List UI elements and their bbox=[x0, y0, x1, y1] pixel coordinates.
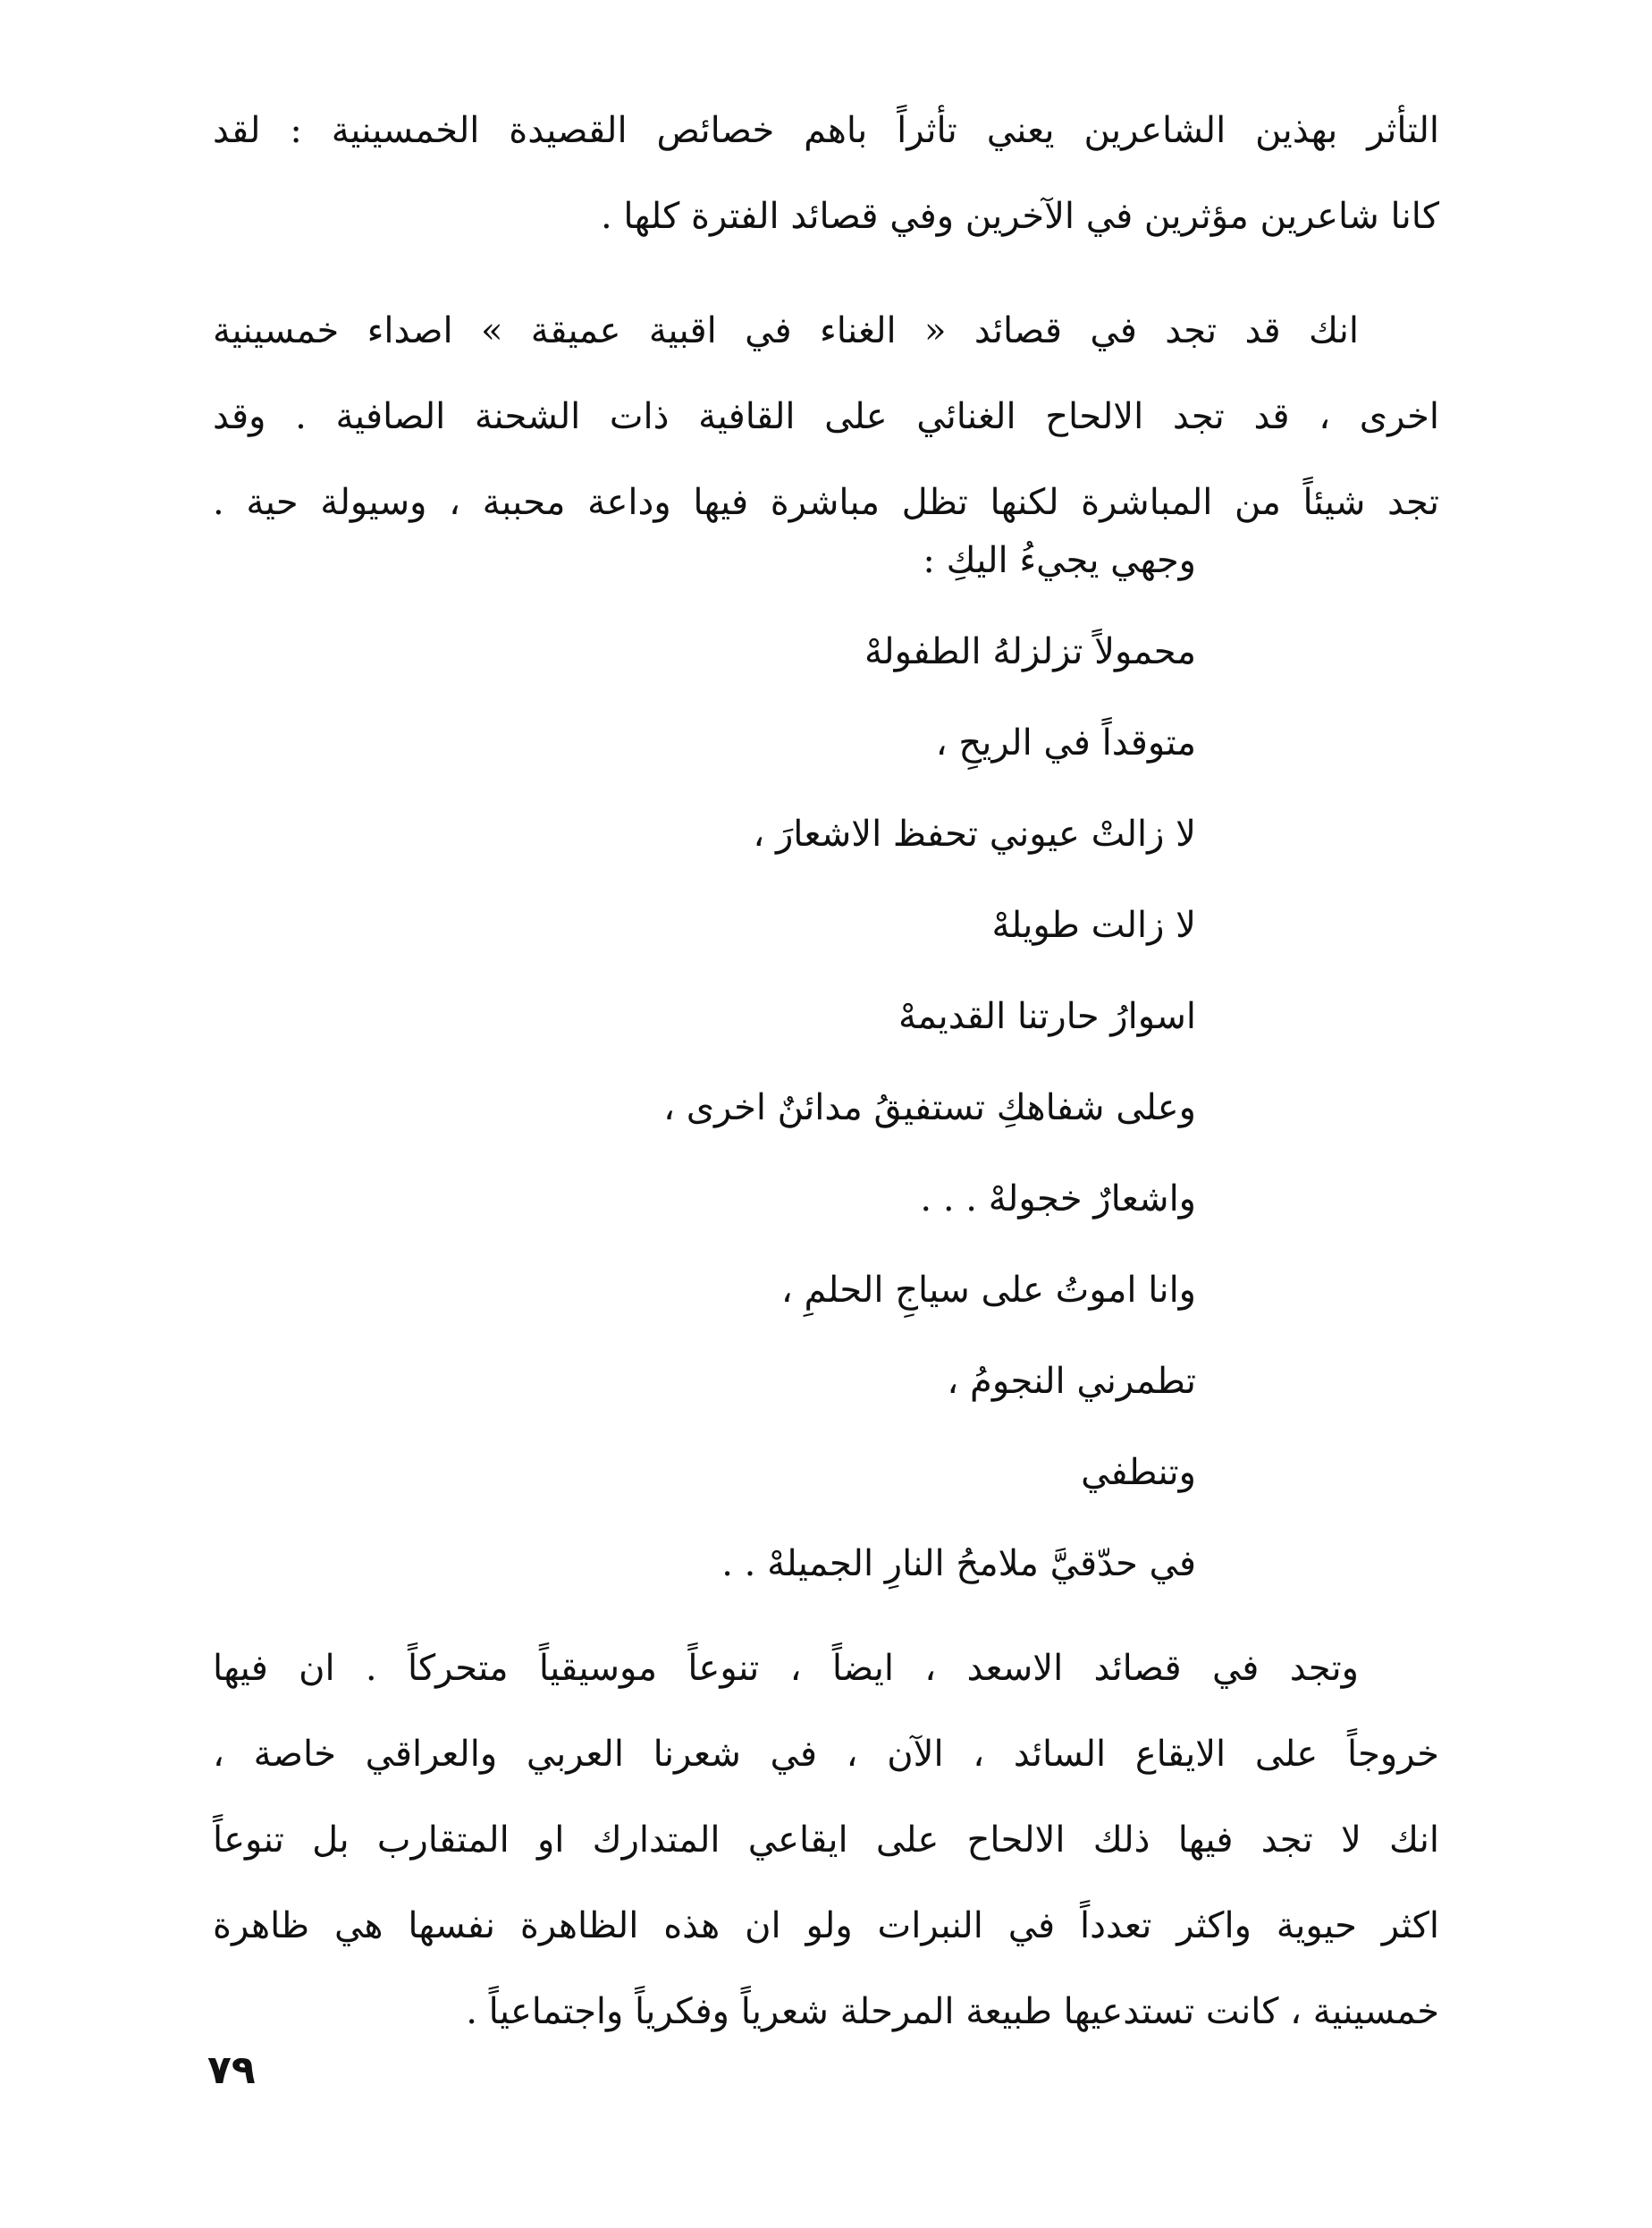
poem-line: في حدّقيَّ ملامحُ النارِ الجميلهْ . . bbox=[721, 1543, 1196, 1584]
paragraph-2 bbox=[213, 288, 1439, 545]
text-line: اكثر حيوية واكثر تعدداً في النبرات ولو ان هذه الظاهرة نفسها هي ظاهرة bbox=[213, 1905, 1439, 1946]
poem-line: وانا اموتُ على سياجِ الحلمِ ، bbox=[780, 1270, 1196, 1311]
text-line: التأثر بهذين الشاعرين يعني تأثراً باهم خصائص القصيدة الخمسينية : لقد bbox=[213, 110, 1439, 151]
text-line: كانا شاعرين مؤثرين في الآخرين وفي قصائد الفترة كلها . bbox=[600, 196, 1439, 237]
poem-line: وعلى شفاهكِ تستفيقُ مدائنٌ اخرى ، bbox=[663, 1087, 1196, 1128]
text-line: اخرى ، قد تجد الالحاح الغنائي على القافية ذات الشحنة الصافية . وقد bbox=[213, 396, 1439, 437]
poem-line: لا زالتْ عيوني تحفظ الاشعارَ ، bbox=[753, 814, 1196, 855]
poem-line: تطمرني النجومُ ، bbox=[947, 1361, 1196, 1402]
paragraph-3 bbox=[213, 1625, 1439, 2055]
text-line: وتجد في قصائد الاسعد ، ايضاً ، تنوعاً موسيقياً متحركاً . ان فيها bbox=[213, 1648, 1359, 1689]
text-line: خروجاً على الايقاع السائد ، الآن ، في شعرنا العربي والعراقي خاصة ، bbox=[213, 1734, 1439, 1775]
text-line: خمسينية ، كانت تستدعيها طبيعة المرحلة شعرياً وفكرياً واجتماعياً . bbox=[466, 1991, 1439, 2032]
paragraph-1 bbox=[213, 88, 1439, 259]
poem-line: متوقداً في الريحِ ، bbox=[935, 722, 1196, 764]
text-line: تجد شيئاً من المباشرة لكنها تظل مباشرة فيها وداعة محببة ، وسيولة حية . bbox=[213, 482, 1439, 523]
poem-line: وتنطفي bbox=[1081, 1452, 1196, 1493]
poem-line: وجهي يجيءُ اليكِ : bbox=[923, 540, 1196, 581]
poem-line: محمولاً تزلزلهُ الطفولهْ bbox=[864, 631, 1196, 672]
poem-line: واشعارٌ خجولهْ . . . bbox=[920, 1178, 1196, 1219]
poem-line: اسوارُ حارتنا القديمهْ bbox=[898, 996, 1196, 1037]
text-line: انك لا تجد فيها ذلك الالحاح على ايقاعي المتدارك او المتقارب بل تنوعاً bbox=[213, 1819, 1439, 1861]
text-line: انك قد تجد في قصائد « الغناء في اقبية عميقة » اصداء خمسينية bbox=[213, 310, 1359, 351]
poem-line: لا زالت طويلهْ bbox=[991, 905, 1196, 946]
page-number: ٧٩ bbox=[207, 2047, 256, 2093]
